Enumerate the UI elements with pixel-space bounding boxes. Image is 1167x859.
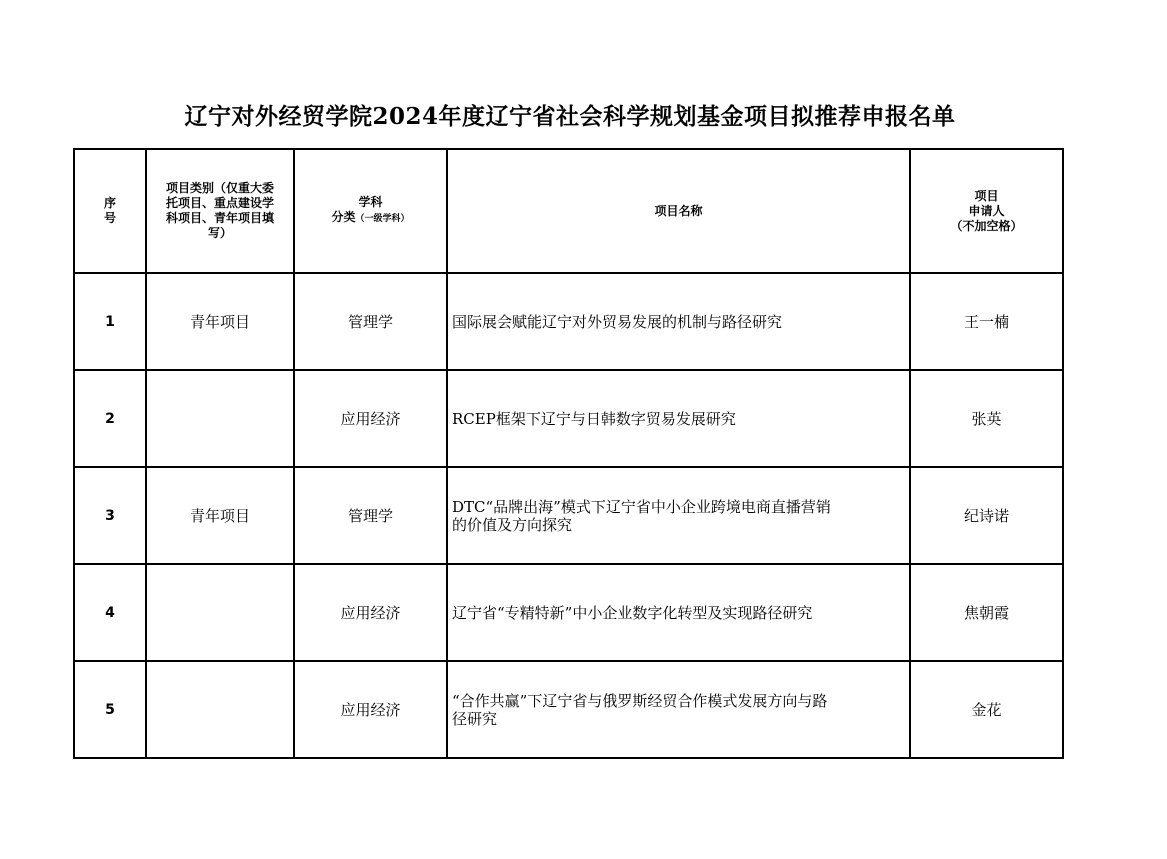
cell-serial-number: 5 [74,661,146,758]
page-title: 辽宁对外经贸学院2024年度辽宁省社会科学规划基金项目拟推荐申报名单 [184,103,956,130]
project-name-line: 径研究 [452,709,498,728]
header-text: 项目名称 [654,203,703,218]
cell-project-name [447,273,910,370]
table-row [74,467,1063,564]
header-text-main: 分类 [331,210,356,224]
table-row [74,564,1063,661]
header-text: 学科 [358,195,383,209]
header-project-name [447,149,910,273]
cell-project-name [447,564,910,661]
cell-applicant: 王一楠 [910,273,1063,370]
cell-discipline: 应用经济 [294,370,447,467]
header-text: 项目 [974,188,999,203]
header-project-category [146,149,294,273]
header-text: 号 [103,211,116,225]
header-serial-number [74,149,146,273]
cell-project-name [447,370,910,467]
cell-serial-number: 2 [74,370,146,467]
cell-project-name [447,661,910,758]
table-row [74,661,1063,758]
cell-category [146,661,294,758]
project-name-line: 的价值及方向探究 [452,515,573,534]
cell-discipline: 应用经济 [294,661,447,758]
header-text: 项目类别（仅重大委 [165,181,274,195]
header-text: 科项目、青年项目填 [165,211,274,225]
project-name-line: “合作共赢”下辽宁省与俄罗斯经贸合作模式发展方向与路 [452,691,828,710]
project-name-line: 辽宁省“专精特新”中小企业数字化转型及实现路径研究 [452,603,813,622]
header-text-note: （一级学科） [355,214,410,224]
cell-serial-number: 1 [74,273,146,370]
cell-applicant: 纪诗诺 [910,467,1063,564]
header-text: 托项目、重点建设学 [165,196,274,210]
cell-category: 青年项目 [146,273,294,370]
cell-category [146,370,294,467]
table-row [74,370,1063,467]
cell-applicant: 焦朝霞 [910,564,1063,661]
cell-category: 青年项目 [146,467,294,564]
header-text: 写） [207,226,232,240]
cell-discipline: 应用经济 [294,564,447,661]
project-name-line: 国际展会赋能辽宁对外贸易发展的机制与路径研究 [452,312,783,331]
cell-serial-number: 4 [74,564,146,661]
header-text: 序 [103,196,116,210]
header-discipline [294,149,447,273]
table-row [74,273,1063,370]
cell-discipline: 管理学 [294,273,447,370]
header-text [295,210,446,227]
cell-applicant: 张英 [910,370,1063,467]
project-name-line: DTC“品牌出海”模式下辽宁省中小企业跨境电商直播营销 [452,497,831,516]
header-text: 申请人 [968,203,1005,218]
header-text: （不加空格） [950,218,1023,233]
header-applicant [910,149,1063,273]
cell-applicant: 金花 [910,661,1063,758]
cell-discipline: 管理学 [294,467,447,564]
project-name-line: RCEP框架下辽宁与日韩数字贸易发展研究 [452,409,736,428]
cell-category [146,564,294,661]
cell-project-name [447,467,910,564]
cell-serial-number: 3 [74,467,146,564]
header-row [74,149,1063,273]
recommendation-table [73,148,1064,759]
